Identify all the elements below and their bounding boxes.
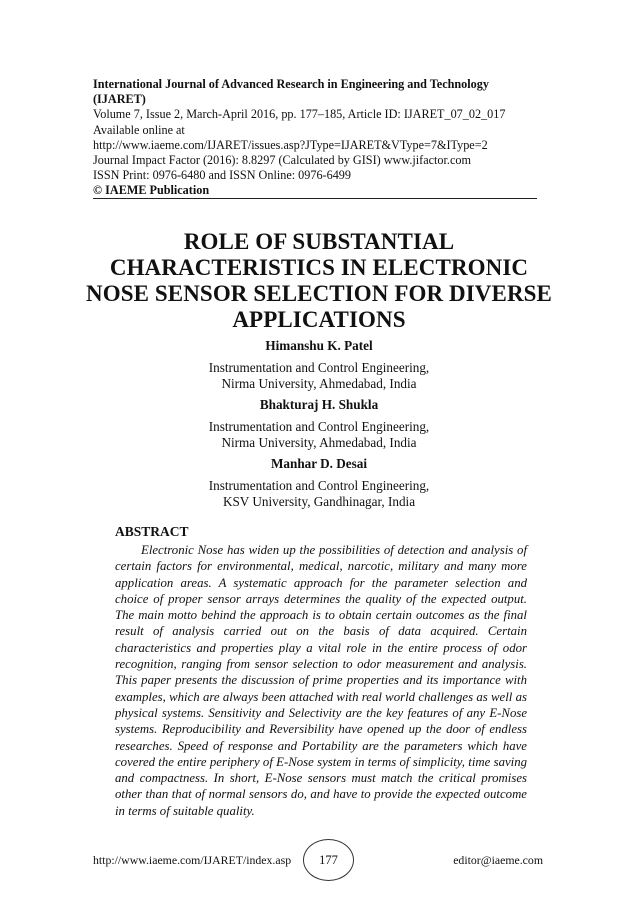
author-name: Bhakturaj H. Shukla bbox=[259, 397, 379, 412]
author-name: Manhar D. Desai bbox=[270, 456, 368, 471]
journal-header bbox=[93, 77, 538, 199]
footer-url-link[interactable]: http://www.iaeme.com/IJARET/index.asp bbox=[93, 853, 292, 867]
journal-url-link[interactable]: http://www.iaeme.com/IJARET/issues.asp?JType=IJARET&VType=7&IType=2 bbox=[93, 137, 488, 152]
impact-factor: Journal Impact Factor (2016): 8.8297 (Calculated by GISI) www.jifactor.com bbox=[93, 153, 471, 168]
author-institution: Nirma University, Ahmedabad, India bbox=[221, 376, 417, 391]
publisher-line: © IAEME Publication bbox=[93, 183, 210, 198]
page-number: 177 bbox=[319, 852, 338, 867]
author-dept: Instrumentation and Control Engineering, bbox=[208, 359, 430, 375]
author-name: Himanshu K. Patel bbox=[265, 338, 373, 353]
issn-line: ISSN Print: 0976-6480 and ISSN Online: 0976-6499 bbox=[93, 168, 351, 183]
abstract-heading: ABSTRACT bbox=[115, 524, 189, 539]
author-institution: Nirma University, Ahmedabad, India bbox=[221, 435, 417, 450]
volume-line: Volume 7, Issue 2, March-April 2016, pp. 177–185, Article ID: IJARET_07_02_017 bbox=[93, 107, 506, 122]
author-dept: Instrumentation and Control Engineering, bbox=[208, 418, 430, 434]
journal-name: International Journal of Advanced Research in Engineering and Technology (IJARET) bbox=[93, 77, 489, 107]
abstract-text: Electronic Nose has widen up the possibilities of detection and analysis of certain factors for environmental, medical, narcotic, military and many more application areas. A systematic approach for the parameter selection and choice of proper sensor arrays determines the quality of the expected output. The main motto behind the approach is to obtain certain outcomes as the final result of analysis carried out on the basis of data acquired. Certain characteristics and properties play a vital role in the entire process of odor recognition, ranging from sensor selection to odor measurement and analysis. This paper presents the discussion of prime properties and its importance with examples, which are always been attached with real world challenges as well as physical systems. Sensitivity and Selectivity are the key features of any E-Nose systems. Reproducibility and Reversibility have opened up the door of endless researches. Speed of response and Portability are the parameters which have covered the entire periphery of E-Nose system in terms of simplicity, time saving and compactness. In short, E-Nose sensors must match the critical promises other than that of normal sensors do, and have to provide the expected outcome in terms of suitable quality. bbox=[115, 543, 527, 818]
page-number-badge bbox=[303, 839, 354, 881]
paper-title: ROLE OF SUBSTANTIAL CHARACTERISTICS IN ELECTRONIC NOSE SENSOR SELECTION FOR DIVERSE APPLICATIONS bbox=[86, 229, 552, 332]
author-block-2 bbox=[150, 397, 488, 452]
author-block-3 bbox=[150, 456, 488, 511]
header-divider bbox=[93, 198, 537, 199]
footer-email-link[interactable]: editor@iaeme.com bbox=[453, 853, 543, 867]
available-label: Available online at bbox=[93, 122, 185, 137]
author-institution: KSV University, Gandhinagar, India bbox=[222, 494, 416, 509]
author-block-1 bbox=[150, 338, 488, 393]
author-dept: Instrumentation and Control Engineering, bbox=[208, 477, 430, 493]
